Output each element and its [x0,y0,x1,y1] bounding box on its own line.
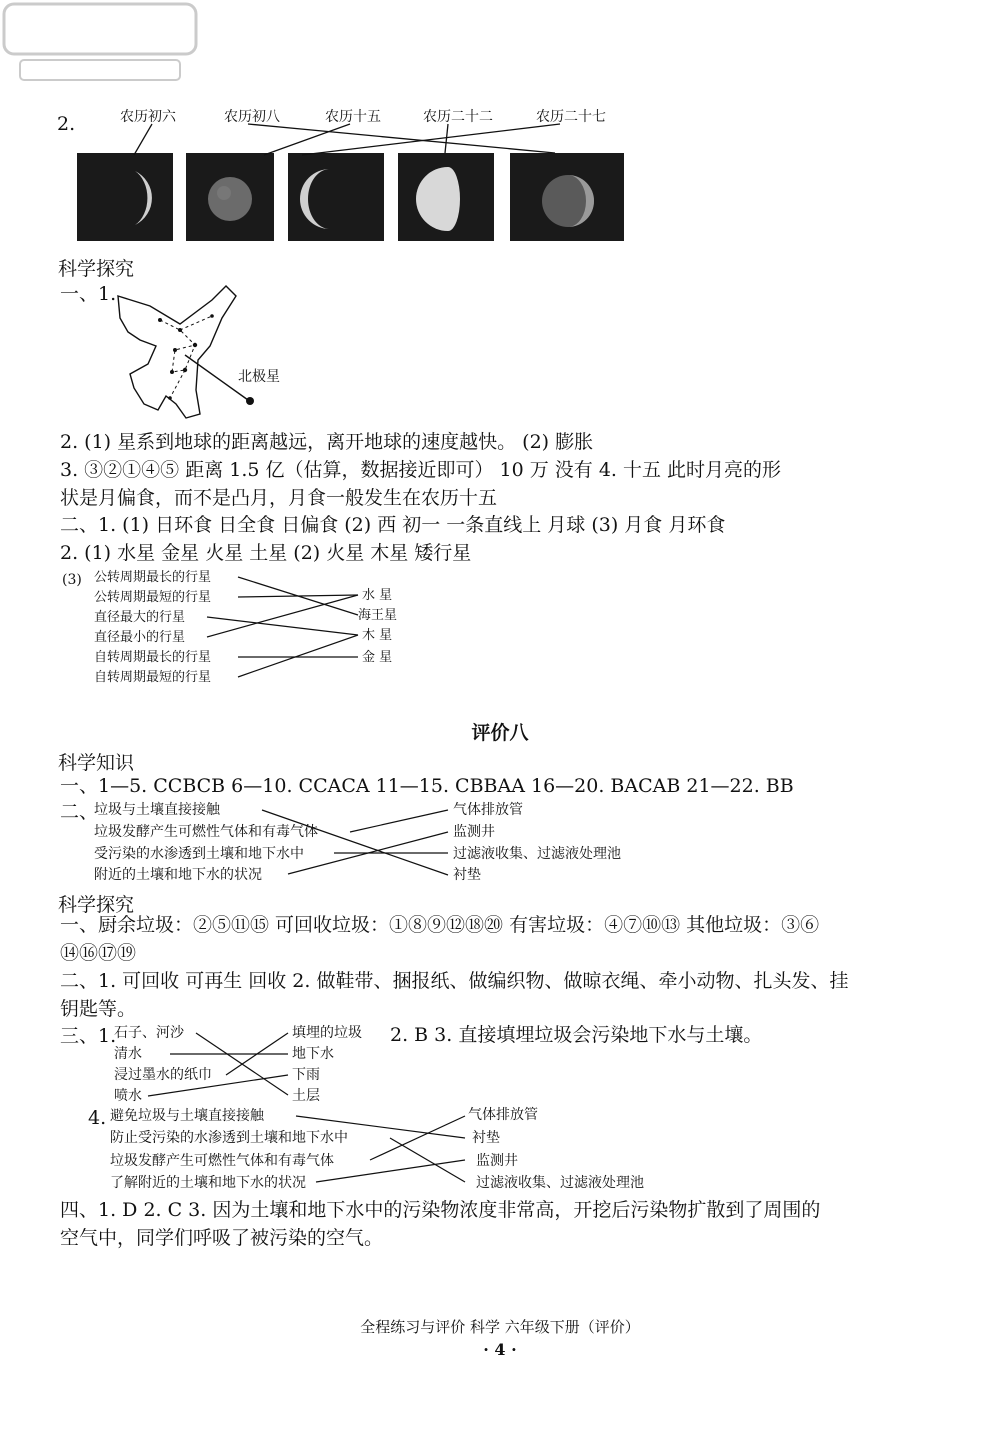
match-right-item: 监测井 [453,824,495,840]
match-right-item: 气体排放管 [453,802,523,818]
phase-label: 农历初八 [224,109,280,125]
section-heading: 科学探究 [58,258,135,280]
answer-line: 二、1. (1) 日环食 日全食 日偏食 (2) 西 初一 一条直线上 月球 (3) 月食 月环食 [60,514,726,536]
match-left-item: 防止受污染的水渗透到土壤和地下水中 [110,1130,348,1146]
match-left-item: 受污染的水渗透到土壤和地下水中 [94,846,304,862]
answer-line: 2. B 3. 直接填埋垃圾会污染地下水与土壤。 [390,1024,763,1046]
item-label: 三、1. [60,1025,117,1047]
section-heading: 科学探究 [58,894,135,916]
match-right-item: 填埋的垃圾 [292,1025,362,1041]
match-right-item: 过滤液收集、过滤液处理池 [476,1175,644,1191]
match-left-item: 公转周期最短的行星 [94,590,212,605]
answer-line: 二、1. 可回收 可再生 回收 2. 做鞋带、捆报纸、做编织物、做晾衣绳、牵小动物、扎头发、挂 [60,970,849,992]
match-right-item: 木 星 [362,628,393,643]
match-left-item: 清水 [114,1046,142,1062]
item-label: 二、 [60,801,99,823]
phase-label: 农历十五 [325,109,381,125]
match-left-item: 自转周期最短的行星 [94,670,212,685]
match-right-item: 地下水 [292,1046,334,1062]
match-right-item: 下雨 [292,1067,320,1083]
item-label: 一、1. [60,283,117,305]
match-right-item: 衬垫 [453,867,481,883]
match-right-item: 过滤液收集、过滤液处理池 [453,846,621,862]
answer-line: 2. (1) 星系到地球的距离越远，离开地球的速度越快。 (2) 膨胀 [60,431,594,453]
section-title: 评价八 [471,722,529,744]
match-left-item: 直径最大的行星 [94,610,186,625]
match-right-item: 水 星 [362,588,393,603]
match-right-item: 衬垫 [472,1130,500,1146]
answer-line: 一、1—5. CCBCB 6—10. CCACA 11—15. CBBAA 16—20. BACAB 21—22. BB [60,775,794,797]
match-left-item: 自转周期最长的行星 [94,650,212,665]
question-number: 2. [57,113,76,135]
answer-line: 一、厨余垃圾：②⑤⑪⑮ 可回收垃圾：①⑧⑨⑫⑱⑳ 有害垃圾：④⑦⑩⑬ 其他垃圾：③⑥ [60,914,820,936]
match-left-item: 浸过墨水的纸巾 [114,1067,212,1083]
match-left-item: 垃圾发酵产生可燃性气体和有毒气体 [110,1153,334,1169]
north-star-label: 北极星 [238,369,280,385]
match-left-item: 石子、河沙 [114,1025,184,1041]
match-left-item: 直径最小的行星 [94,630,186,645]
match-left-item: 避免垃圾与土壤直接接触 [110,1108,264,1124]
match-left-item: 了解附近的土壤和地下水的状况 [110,1175,306,1191]
answer-line: 钥匙等。 [60,998,137,1020]
answer-line: 空气中，同学们呼吸了被污染的空气。 [60,1227,384,1249]
phase-label: 农历初六 [120,109,176,125]
match-left-item: 公转周期最长的行星 [94,570,212,585]
section-heading: 科学知识 [58,752,135,774]
match-left-item: 喷水 [114,1088,142,1104]
answer-line: 四、1. D 2. C 3. 因为土壤和地下水中的污染物浓度非常高，开挖后污染物扩散到了周围的 [60,1199,821,1221]
phase-label: 农历二十二 [423,109,493,125]
item-label: (3) [62,572,82,588]
answer-line: ⑭⑯⑰⑲ [60,942,137,964]
answer-line: 状是月偏食，而不是凸月，月食一般发生在农历十五 [60,487,498,509]
match-right-item: 金 星 [362,650,393,665]
answer-line: 3. ③②①④⑤ 距离 1.5 亿（估算，数据接近即可） 10 万 没有 4. 十五 此时月亮的形 [60,459,782,481]
match-right-item: 监测井 [476,1153,518,1169]
match-left-item: 附近的土壤和地下水的状况 [94,867,262,883]
match-left-item: 垃圾发酵产生可燃性气体和有毒气体 [94,824,318,840]
match-right-item: 土层 [292,1088,320,1104]
page-number: · 4 · [483,1340,517,1359]
phase-label: 农历二十七 [536,109,606,125]
match-left-item: 垃圾与土壤直接接触 [94,802,220,818]
footer-book-title: 全程练习与评价 科学 六年级下册（评价） [360,1318,640,1336]
match-right-item: 海王星 [358,608,398,623]
answer-line: 2. (1) 水星 金星 火星 土星 (2) 火星 木星 矮行星 [60,542,472,564]
match-right-item: 气体排放管 [468,1107,538,1123]
watermark-logo [0,0,200,86]
item-label: 4. [88,1107,107,1129]
